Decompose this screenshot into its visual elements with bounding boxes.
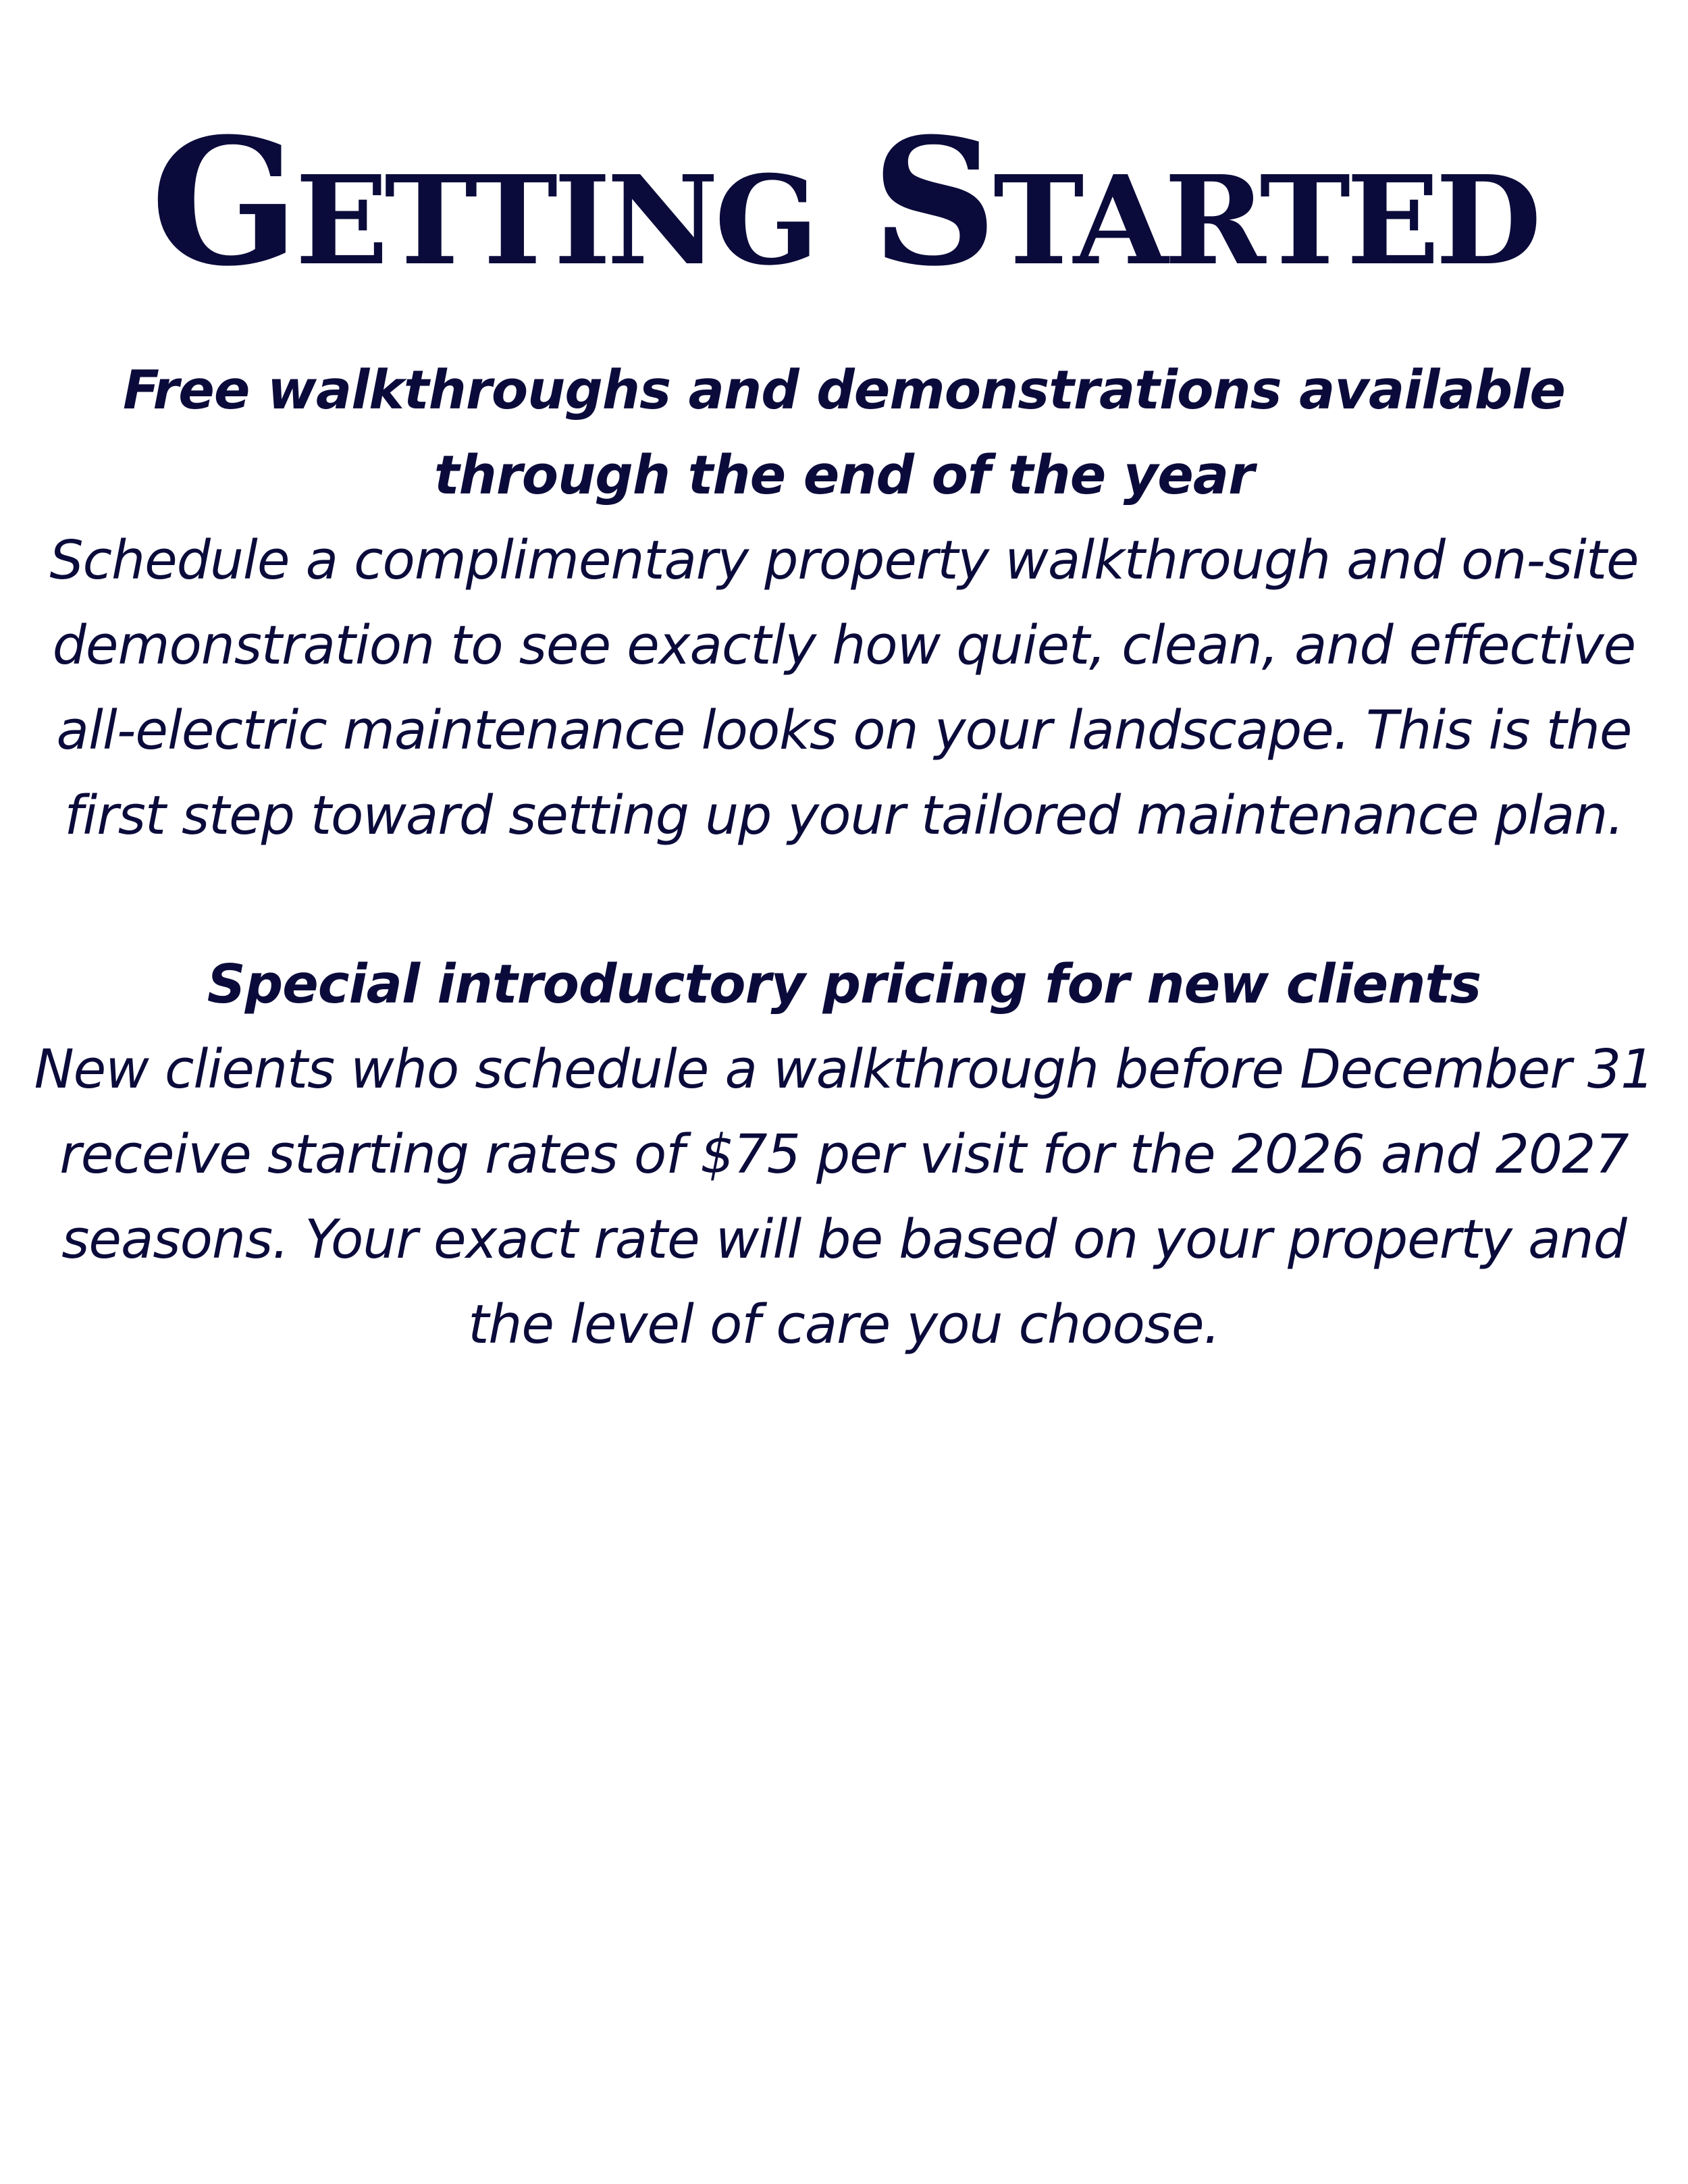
pricing-body: New clients who schedule a walkthrough before December 31 receive starting rates of $75 per visit for the 2026 and 2027 seasons. Your exact rate will be based on your property and the level of care you choose. [34,1038,1654,1356]
pricing-heading: Special introductory pricing for new clients [207,953,1481,1015]
page-title: Getting Started [150,100,1538,304]
walkthrough-heading: Free walkthroughs and demonstrations available through the end of the year [123,359,1565,506]
walkthrough-section [14,348,1674,858]
pricing-section [14,942,1674,1367]
walkthrough-body: Schedule a complimentary property walkthrough and on-site demonstration to see exactly how quiet, clean, and effective all-electric maintenance looks on your landscape. This is the first step toward setting up your tailored maintenance plan. [49,529,1639,847]
